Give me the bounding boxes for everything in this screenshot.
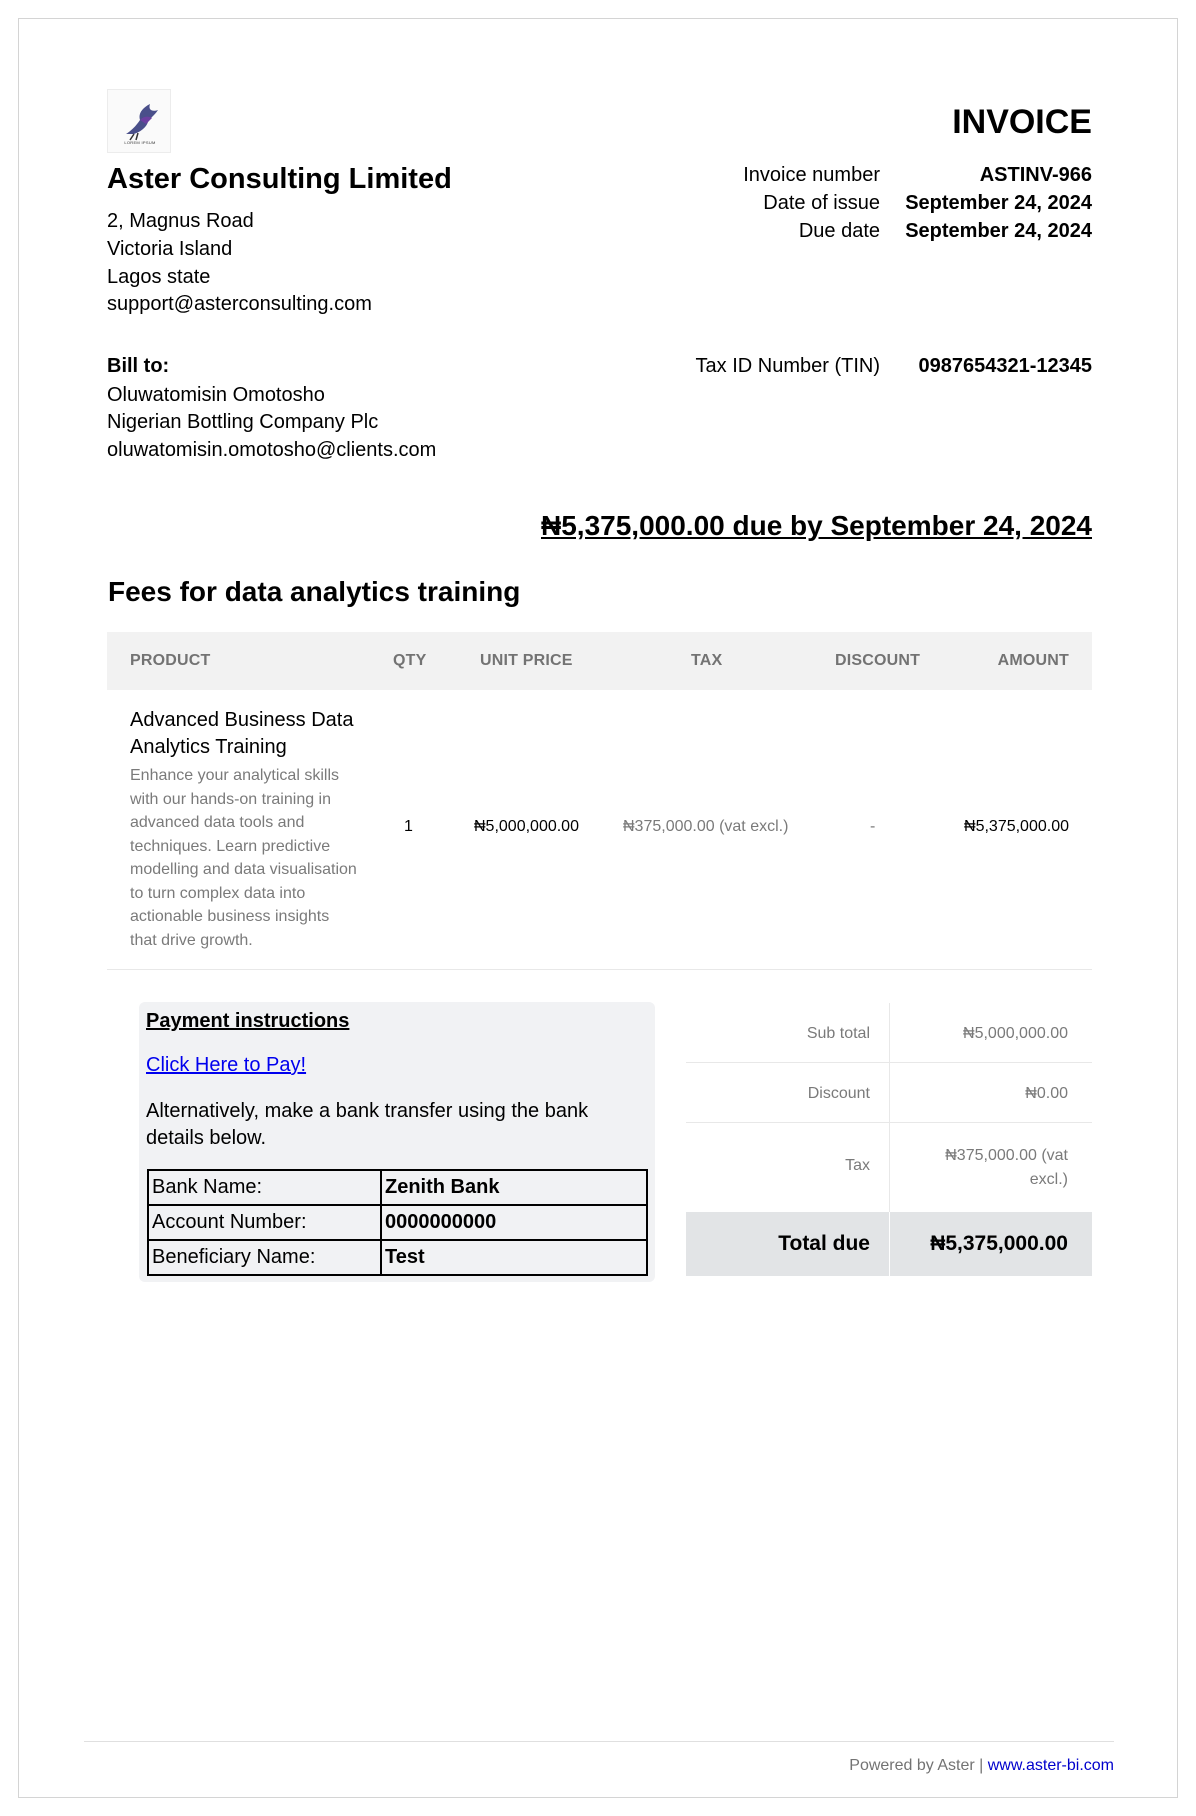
beneficiary-name-label: Beneficiary Name:	[148, 1240, 381, 1275]
subtotal-label: Sub total	[806, 1025, 870, 1042]
total-due-label: Total due	[778, 1232, 870, 1255]
column-header-unit-price: UNIT PRICE	[480, 652, 573, 669]
payment-instructions-title: Payment instructions	[146, 1010, 350, 1032]
company-address-line: Victoria Island	[107, 238, 233, 260]
tax-value	[945, 1144, 1068, 1192]
invoice-number-value: ASTINV-966	[979, 164, 1092, 186]
account-number-row	[148, 1205, 647, 1240]
date-of-issue-label: Date of issue	[763, 192, 880, 214]
amount-due-banner: ₦5,375,000.00 due by September 24, 2024	[541, 510, 1092, 541]
product-name: Advanced Business Data Analytics Training	[130, 709, 354, 758]
tin-label: Tax ID Number (TIN)	[695, 355, 880, 377]
beneficiary-name-row	[148, 1240, 647, 1275]
product-description: Enhance your analytical skills with our hands-on training in advanced data tools and techniques. Learn predictive modelling and data visualisation to turn complex data into actionable business insights that drive growth.	[130, 767, 357, 949]
bill-to-name: Oluwatomisin Omotosho	[107, 384, 325, 406]
bank-name-value: Zenith Bank	[381, 1170, 647, 1205]
column-header-discount: DISCOUNT	[835, 652, 921, 669]
subtotal-row	[686, 1003, 1092, 1063]
subtotal-value: ₦5,000,000.00	[963, 1025, 1068, 1042]
account-number-value: 0000000000	[381, 1205, 647, 1240]
footer-separator: |	[979, 1757, 984, 1774]
discount-label: Discount	[807, 1085, 870, 1102]
footer-divider	[84, 1741, 1114, 1742]
date-of-issue-value: September 24, 2024	[905, 192, 1092, 214]
company-email: support@asterconsulting.com	[107, 293, 372, 315]
invoice-title: INVOICE	[952, 103, 1092, 141]
powered-by-text: Powered by Aster	[849, 1757, 975, 1774]
account-number-label: Account Number:	[148, 1205, 381, 1240]
payment-instructions-text: Alternatively, make a bank transfer using the bank details below.	[146, 1100, 589, 1149]
invoice-number-label: Invoice number	[743, 164, 880, 186]
footer-website-link[interactable]: www.aster-bi.com	[987, 1757, 1114, 1774]
bill-to-company: Nigerian Bottling Company Plc	[107, 411, 379, 433]
section-title: Fees for data analytics training	[108, 576, 521, 607]
company-name: Aster Consulting Limited	[107, 163, 452, 195]
tax-value-line: ₦375,000.00 (vat	[945, 1147, 1068, 1164]
column-header-product: PRODUCT	[130, 652, 211, 669]
total-due-value: ₦5,375,000.00	[930, 1232, 1068, 1255]
table-header	[107, 632, 1092, 690]
unit-price-cell: ₦5,000,000.00	[474, 818, 579, 835]
tin-value: 0987654321-12345	[918, 355, 1092, 377]
company-address-line: 2, Magnus Road	[107, 210, 254, 232]
bill-to-email: oluwatomisin.omotosho@clients.com	[107, 439, 437, 461]
bank-name-label: Bank Name:	[148, 1170, 381, 1205]
bank-details-table	[147, 1169, 648, 1276]
beneficiary-name-value: Test	[381, 1240, 647, 1275]
bank-name-row	[148, 1170, 647, 1205]
footer	[849, 1757, 1114, 1775]
company-logo	[107, 89, 171, 153]
discount-row	[686, 1063, 1092, 1123]
column-header-tax: TAX	[691, 652, 723, 669]
bill-to-heading: Bill to:	[107, 355, 170, 377]
discount-cell: -	[870, 818, 876, 835]
qty-cell: 1	[404, 818, 413, 835]
tax-cell: ₦375,000.00 (vat excl.)	[623, 818, 789, 835]
amount-cell: ₦5,375,000.00	[964, 818, 1069, 835]
tax-label: Tax	[845, 1157, 870, 1174]
column-header-qty: QTY	[393, 652, 427, 669]
total-due-row	[686, 1212, 1092, 1276]
due-date-value: September 24, 2024	[905, 220, 1092, 242]
row-divider	[107, 969, 1092, 970]
tax-row	[686, 1123, 1092, 1212]
pay-link[interactable]: Click Here to Pay!	[146, 1054, 307, 1076]
due-date-label: Due date	[798, 220, 880, 242]
discount-value: ₦0.00	[1025, 1085, 1068, 1102]
company-address-line: Lagos state	[107, 266, 211, 288]
tax-value-line: excl.)	[1029, 1171, 1068, 1188]
logo-caption: LOREM IPSUM	[124, 140, 156, 145]
column-header-amount: AMOUNT	[997, 652, 1069, 669]
